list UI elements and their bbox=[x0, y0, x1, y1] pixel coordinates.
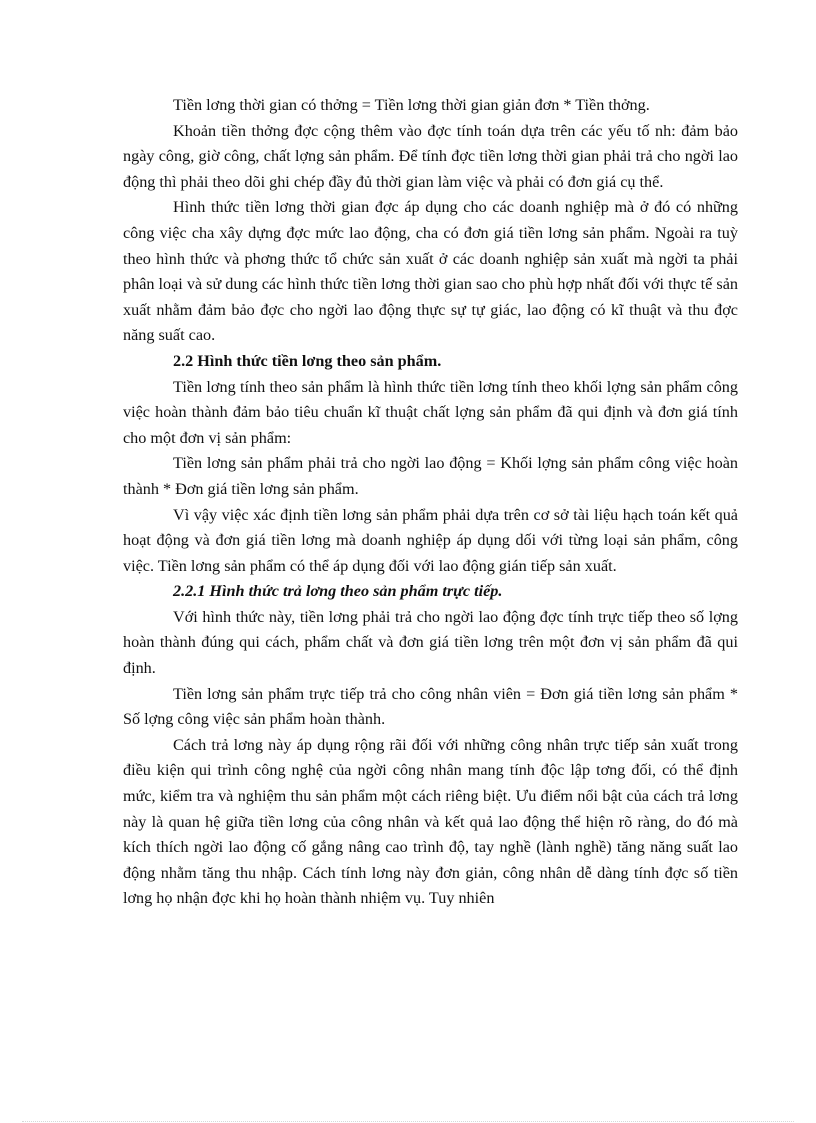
paragraph-piece-wage-definition: Tiền lơng tính theo sản phẩm là hình thức tiền lơng tính theo khối lợng sản phẩm công việc hoàn thành đảm bảo tiêu chuẩn kĩ thuật chất lợng sản phẩm đã qui định và đơn giá tính cho một đơn vị sản phẩm: bbox=[123, 377, 738, 447]
paragraph-piece-wage-basis: Vì vậy việc xác định tiền lơng sản phẩm phải dựa trên cơ sở tài liệu hạch toán kết quả hoạt động và đơn giá tiền lơng mà doanh nghiệp áp dụng dối với từng loại sản phẩm, công việc. Tiền lơng sản phẩm có thể áp dụng đối với lao động gián tiếp sản xuất. bbox=[123, 505, 738, 575]
paragraph-bonus-formula: Tiền lơng thời gian có thởng = Tiền lơng thời gian giản đơn * Tiền thởng. bbox=[173, 96, 650, 114]
heading-section-2-2: 2.2 Hình thức tiền lơng theo sản phẩm. bbox=[173, 351, 442, 370]
paragraph-piece-wage-formula: Tiền lơng sản phẩm phải trả cho ngời lao động = Khối lợng sản phẩm công việc hoàn thành * Đơn giá tiền lơng sản phẩm. bbox=[123, 454, 738, 498]
heading-section-2-2-1: 2.2.1 Hình thức trả lơng theo sản phẩm trực tiếp. bbox=[173, 582, 503, 601]
paragraph-direct-piece-wage: Với hình thức này, tiền lơng phải trả cho ngời lao động đợc tính trực tiếp theo số lợng hoàn thành đúng qui cách, phẩm chất và đơn giá tiền lơng trên một đơn vị sản phẩm đã qui định. bbox=[123, 607, 738, 678]
paragraph-time-wage-application: Hình thức tiền lơng thời gian đợc áp dụng cho các doanh nghiệp mà ở đó có những công việc cha xây dựng đợc mức lao động, cha có đơn giá tiền lơng sản phẩm. Ngoài ra tuỳ theo hình thức và phơng thức tổ chức sản xuất ở các doanh nghiệp sản xuất mà ngời ta phải phân loại và sử dung các hình thức tiền lơng thời gian sao cho phù hợp nhất đối với thực tế sản xuất nhằm đảm bảo đợc cho ngời lao động thực sự tự giác, lao động có kĩ thuật và thu đợc năng suất cao. bbox=[123, 198, 738, 345]
paragraph-direct-piece-wage-formula: Tiền lơng sản phẩm trực tiếp trả cho công nhân viên = Đơn giá tiền lơng sản phẩm * Số lợng công việc sản phẩm hoàn thành. bbox=[123, 684, 738, 729]
page-bottom-divider bbox=[22, 1121, 794, 1122]
paragraph-direct-piece-wage-advantages: Cách trả lơng này áp dụng rộng rãi đối với những công nhân trực tiếp sản xuất trong điều kiện qui trình công nghệ của ngời công nhân mang tính độc lập tơng đối, có thể định mức, kiểm tra và nghiệm thu sản phẩm một cách riêng biệt. Ưu điểm nổi bật của cách trả lơng này là quan hệ giữa tiền lơng của công nhân và kết quả lao động thể hiện rõ ràng, do đó mà kích thích ngời lao động cố gắng nâng cao trình độ, tay nghề (lành nghề) tăng năng suất lao động nhằm tăng thu nhập. Cách tính lơng này đơn giản, công nhân dễ dàng tính đợc số tiền lơng họ nhận đợc khi họ hoàn thành nhiệm vụ. Tuy nhiên bbox=[123, 735, 738, 908]
paragraph-bonus-description: Khoản tiền thởng đợc cộng thêm vào đợc tính toán dựa trên các yếu tố nh: đảm bảo ngày công, giờ công, chất lợng sản phẩm. Để tính đợc tiền lơng thời gian phải trả cho ngời lao động thì phải theo dõi ghi chép đầy đủ thời gian làm việc và phải có đơn giá cụ thể. bbox=[123, 121, 738, 191]
document-page bbox=[123, 93, 738, 912]
